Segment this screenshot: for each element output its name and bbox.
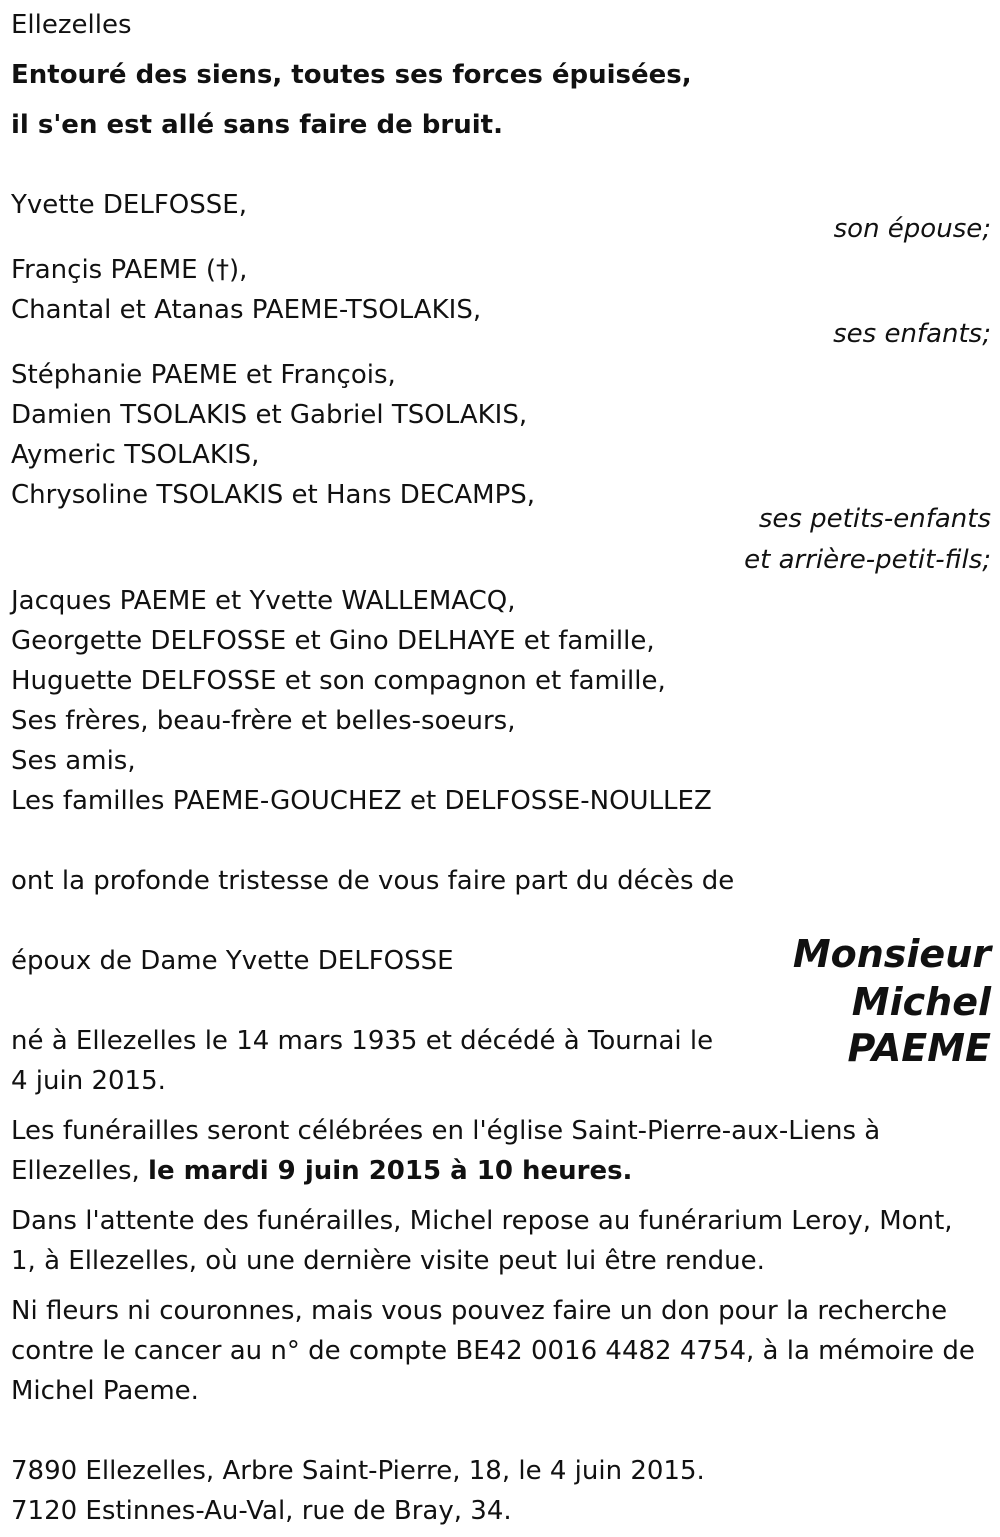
place-heading: Ellezelles <box>11 10 132 40</box>
group-family <box>11 581 991 821</box>
obituary-notice <box>11 5 991 1531</box>
address-line-1: 7890 Ellezelles, Arbre Saint-Pierre, 18, le 4 juin 2015. <box>11 1456 705 1486</box>
name-line: Damien TSOLAKIS et Gabriel TSOLAKIS, <box>11 400 528 430</box>
name-line: Les familles PAEME-GOUCHEZ et DELFOSSE-NOULLEZ <box>11 786 712 816</box>
relation-label: ses petits-enfants <box>758 504 991 534</box>
deceased-first-name: Michel <box>851 980 991 1024</box>
wake-line-2: 1, à Ellezelles, où une dernière visite peut lui être rendue. <box>11 1246 765 1276</box>
deceased-last-name: PAEME <box>847 1026 991 1070</box>
name-line: Jacques PAEME et Yvette WALLEMACQ, <box>11 586 516 616</box>
birth-death-line-2: 4 juin 2015. <box>11 1066 166 1096</box>
intro-line-1: Entouré des siens, toutes ses forces épuisées, <box>11 60 692 90</box>
funeral-date-time: le mardi 9 juin 2015 à 10 heures. <box>148 1156 633 1186</box>
relation-label: son épouse; <box>833 214 991 244</box>
wake-line-1: Dans l'attente des funérailles, Michel repose au funérarium Leroy, Mont, <box>11 1206 953 1236</box>
relation-label: et arrière-petit-fils; <box>744 545 991 575</box>
group-children <box>11 250 991 355</box>
group-spouse <box>11 185 991 250</box>
name-line: Chantal et Atanas PAEME-TSOLAKIS, <box>11 295 482 325</box>
name-line: Georgette DELFOSSE et Gino DELHAYE et famille, <box>11 626 655 656</box>
deceased-title: Monsieur <box>792 932 991 976</box>
name-line: Huguette DELFOSSE et son compagnon et famille, <box>11 666 666 696</box>
name-line: Françis PAEME (†), <box>11 255 248 285</box>
donation-line-3: Michel Paeme. <box>11 1376 199 1406</box>
deceased-name <box>793 930 991 1070</box>
funeral-place: Ellezelles, <box>11 1156 149 1186</box>
name-line: Yvette DELFOSSE, <box>11 190 247 220</box>
group-grandchildren <box>11 355 991 581</box>
name-line: Ses frères, beau-frère et belles-soeurs, <box>11 706 516 736</box>
funeral-line-2 <box>11 1151 991 1191</box>
announcement-text: ont la profonde tristesse de vous faire part du décès de <box>11 866 735 896</box>
name-line: Ses amis, <box>11 746 136 776</box>
donation-line-2: contre le cancer au n° de compte BE42 0016 4482 4754, à la mémoire de <box>11 1336 975 1366</box>
funeral-line-1: Les funérailles seront célébrées en l'église Saint-Pierre-aux-Liens à <box>11 1116 881 1146</box>
donation-line-1: Ni fleurs ni couronnes, mais vous pouvez faire un don pour la recherche <box>11 1296 948 1326</box>
name-line: Chrysoline TSOLAKIS et Hans DECAMPS, <box>11 480 536 510</box>
birth-death-line-1: né à Ellezelles le 14 mars 1935 et décédé à Tournai le <box>11 1026 714 1056</box>
relation-label: ses enfants; <box>833 319 991 349</box>
name-line: Stéphanie PAEME et François, <box>11 360 396 390</box>
intro-line-2: il s'en est allé sans faire de bruit. <box>11 110 503 140</box>
address-line-2: 7120 Estinnes-Au-Val, rue de Bray, 34. <box>11 1496 512 1526</box>
spouse-line: époux de Dame Yvette DELFOSSE <box>11 946 454 976</box>
name-line: Aymeric TSOLAKIS, <box>11 440 260 470</box>
